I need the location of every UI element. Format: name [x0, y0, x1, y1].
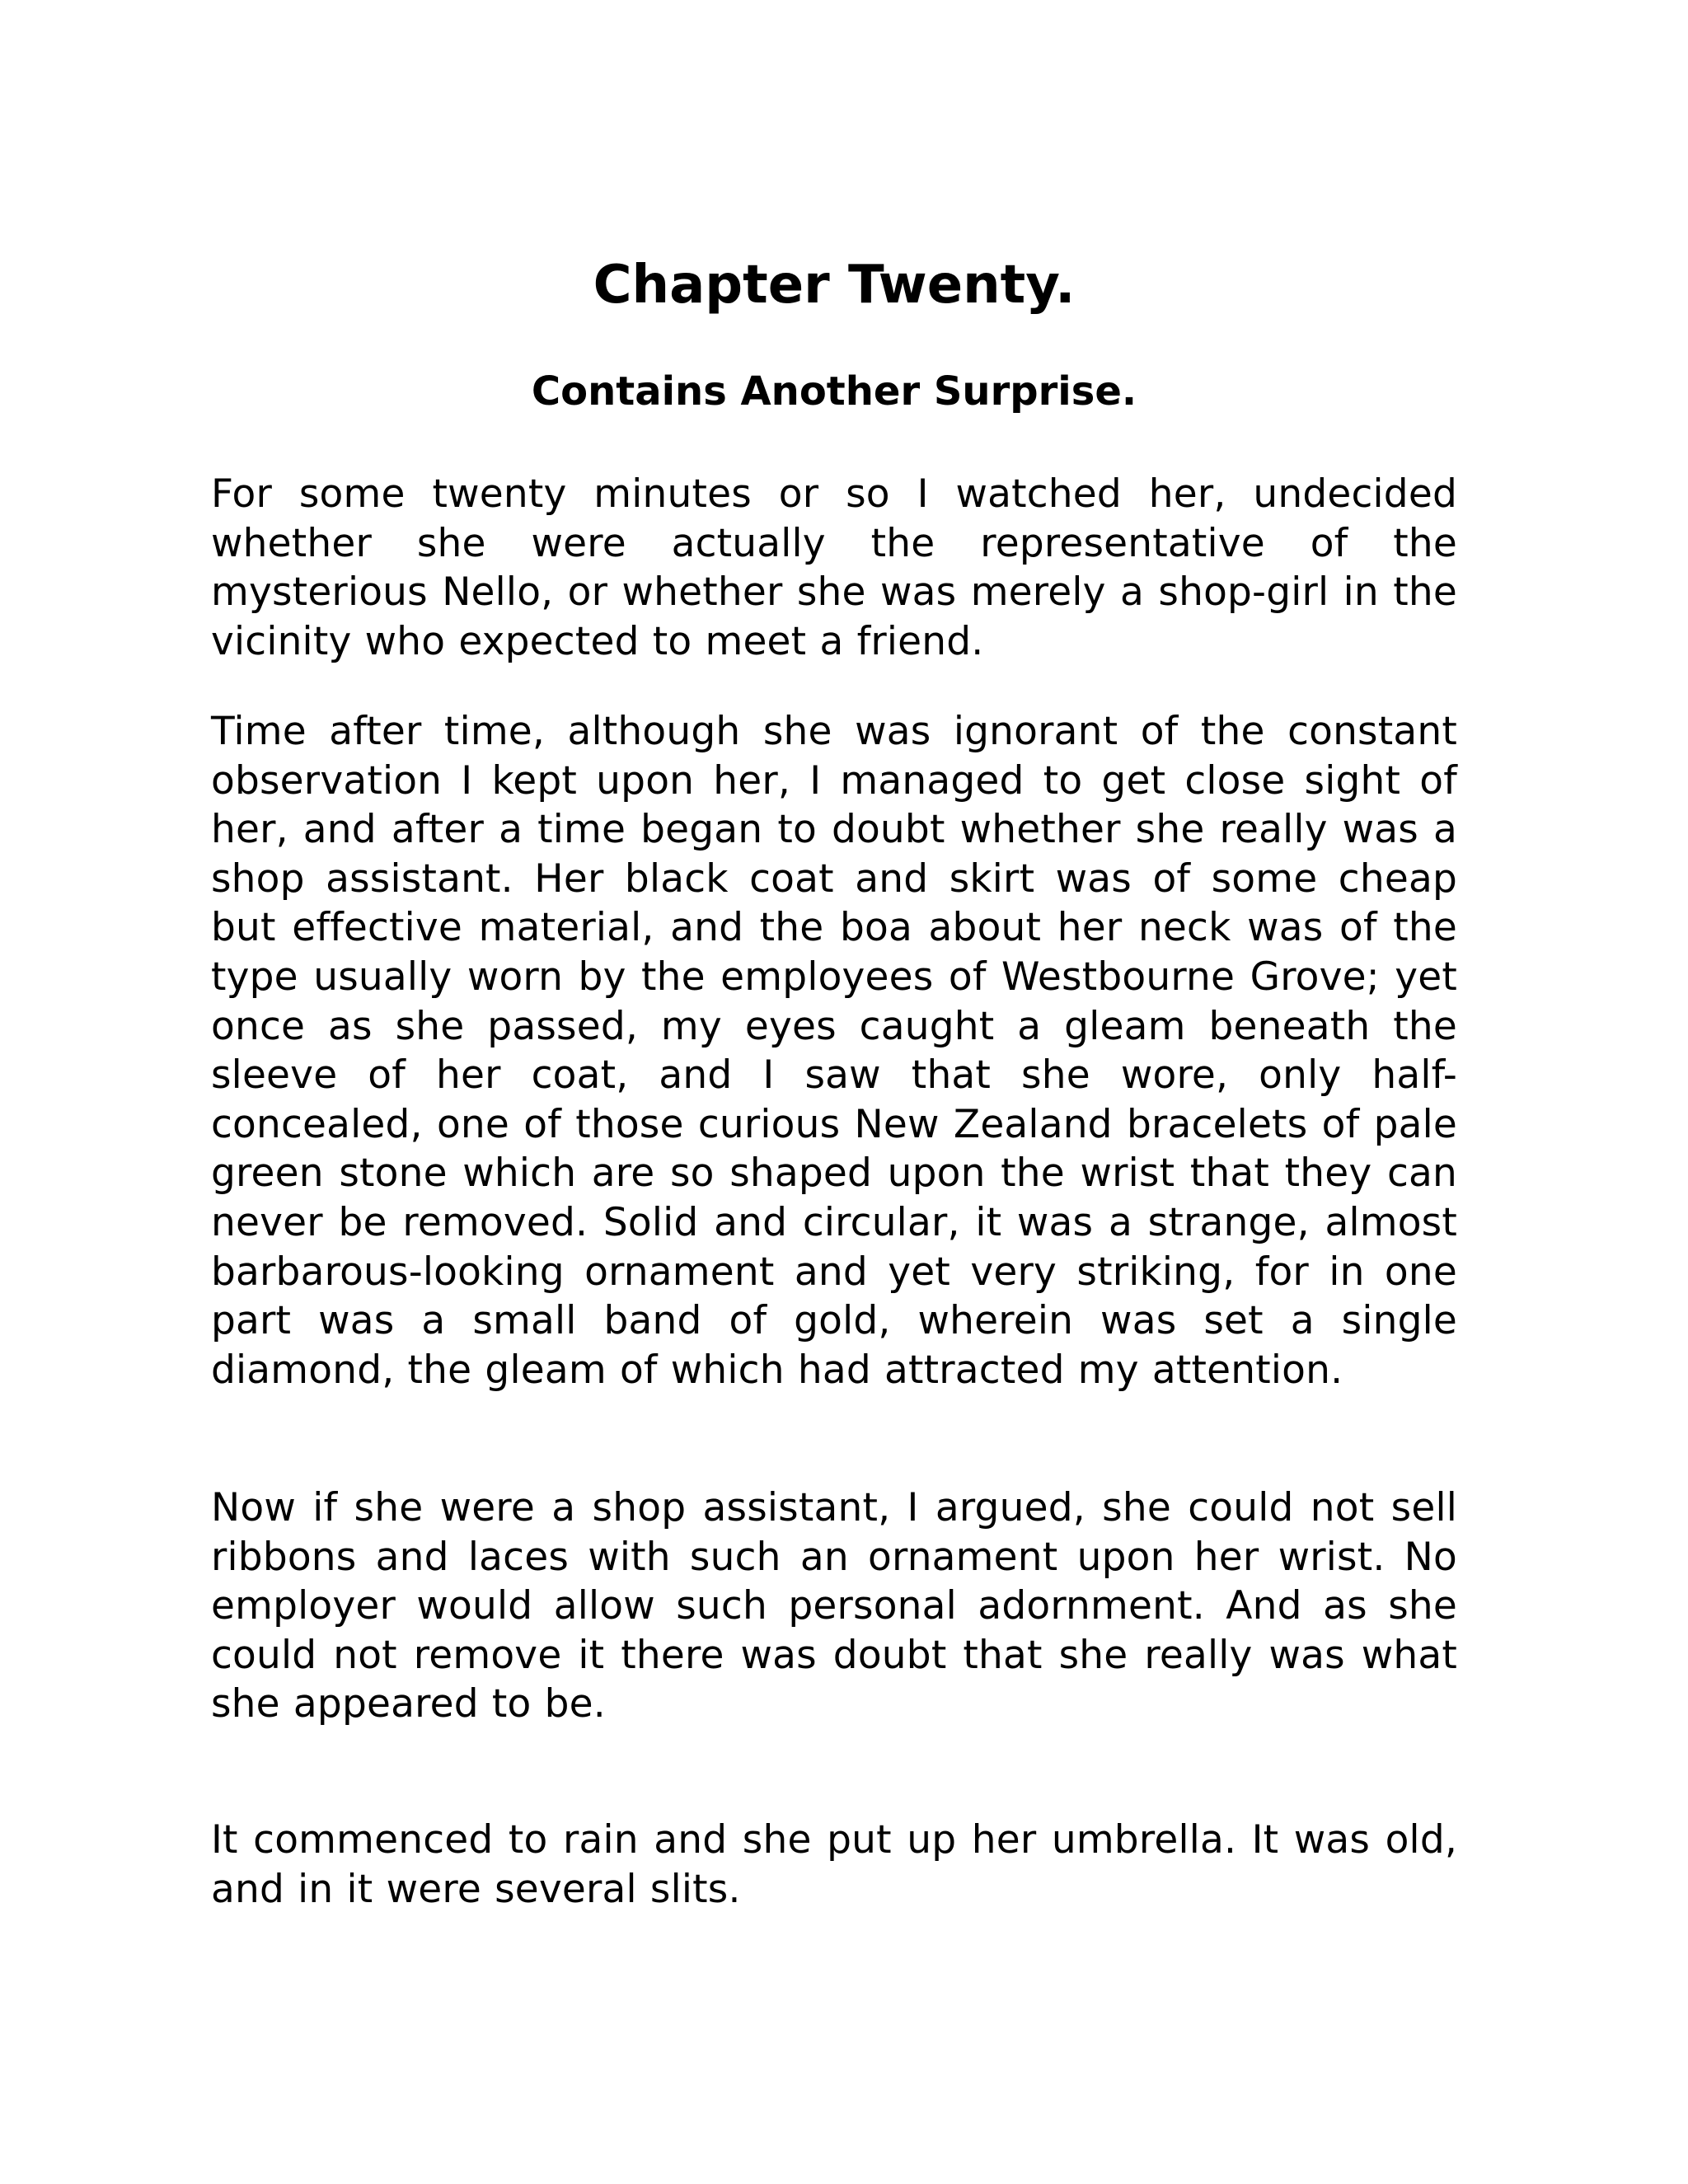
body-paragraph-1: For some twenty minutes or so I watched her, undecided whether she were actually the representative of the mysterious Nello, or whether she was merely a shop-girl in the vicinity who expected to meet a friend. — [211, 471, 1457, 664]
body-paragraph-3: Now if she were a shop assistant, I argued, she could not sell ribbons and laces with such an ornament upon her wrist. No employer would allow such personal adornment. And as she could not remove it there was doubt that she really was what she appeared to be. — [211, 1485, 1457, 1727]
chapter-title: Chapter Twenty. — [593, 255, 1076, 316]
body-paragraph-4: It commenced to rain and she put up her umbrella. It was old, and in it were several slits. — [211, 1817, 1457, 1912]
chapter-subtitle: Contains Another Surprise. — [531, 368, 1137, 415]
document-page — [211, 0, 1457, 2184]
body-paragraph-2: Time after time, although she was ignorant of the constant observation I kept upon her, I managed to get close sight of her, and after a time began to doubt whether she really was a shop assistant. Her black coat and skirt was of some cheap but effective material, and the boa about her neck was of the type usually worn by the employees of Westbourne Grove; yet once as she passed, my eyes caught a gleam beneath the sleeve of her coat, and I saw that she wore, only half-concealed, one of those curious New Zealand bracelets of pale green stone which are so shaped upon the wrist that they can never be removed. Solid and circular, it was a strange, almost barbarous-looking ornament and yet very striking, for in one part was a small band of gold, wherein was set a single diamond, the gleam of which had attracted my attention. — [211, 709, 1457, 1393]
